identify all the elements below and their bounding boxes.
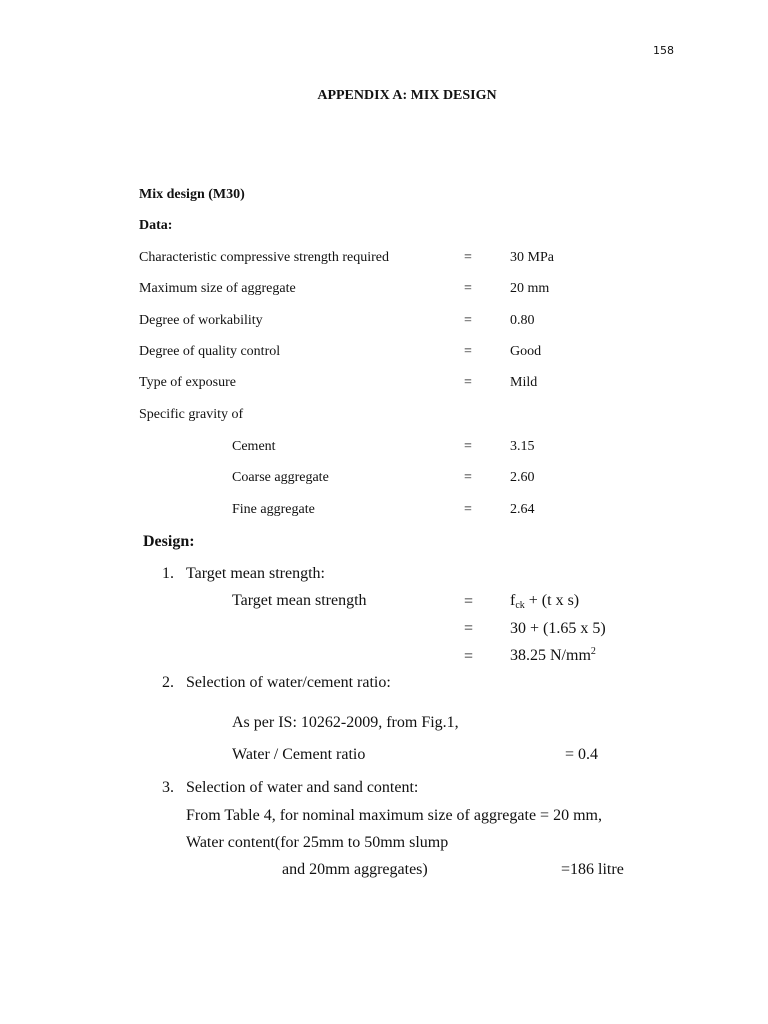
data-label: Degree of workability: [139, 313, 263, 328]
equals-sign: =: [464, 502, 472, 517]
page-title: APPENDIX A: MIX DESIGN: [317, 88, 497, 103]
step-number: 3.: [162, 779, 174, 796]
gravity-label: Cement: [232, 439, 276, 454]
data-value: Mild: [510, 375, 538, 390]
equals-sign: =: [464, 313, 472, 328]
formula-remainder: + (t x s): [524, 592, 580, 609]
water-content-value: =186 litre: [561, 861, 624, 878]
data-label: Degree of quality control: [139, 344, 281, 359]
gravity-value: 3.15: [510, 439, 535, 454]
formula-subscript: ck: [515, 600, 525, 611]
gravity-label: Coarse aggregate: [232, 470, 329, 485]
reference-line: As per IS: 10262-2009, from Fig.1,: [232, 714, 459, 731]
data-value: 20 mm: [510, 281, 550, 296]
gravity-value: 2.64: [510, 502, 535, 517]
data-label: Characteristic compressive strength required: [139, 250, 389, 265]
equals-sign: =: [464, 281, 472, 296]
equals-sign: =: [464, 593, 474, 610]
formula-line-3: [510, 647, 596, 665]
formula-line-2: 30 + (1.65 x 5): [510, 620, 606, 637]
mix-design-heading: Mix design (M30): [139, 187, 245, 202]
step-number: 1.: [162, 565, 174, 582]
table-reference: From Table 4, for nominal maximum size of aggregate = 20 mm,: [186, 807, 602, 824]
wc-ratio-value: = 0.4: [565, 746, 599, 763]
equals-sign: =: [464, 344, 472, 359]
step-number: 2.: [162, 674, 174, 691]
wc-ratio-label: Water / Cement ratio: [232, 746, 366, 763]
aggregate-label: and 20mm aggregates): [282, 861, 428, 878]
result-superscript: 2: [590, 646, 596, 657]
equals-sign: =: [464, 250, 472, 265]
equals-sign: =: [464, 648, 474, 665]
page-number: 158: [653, 44, 674, 57]
design-heading: Design:: [143, 533, 195, 550]
equals-sign: =: [464, 470, 472, 485]
gravity-label: Fine aggregate: [232, 502, 315, 517]
gravity-value: 2.60: [510, 470, 535, 485]
formula-line-1: [510, 592, 579, 610]
step-title: Selection of water and sand content:: [186, 779, 419, 796]
result-value: 38.25 N/mm: [510, 647, 591, 664]
step-title: Target mean strength:: [186, 565, 325, 582]
equals-sign: =: [464, 375, 472, 390]
equals-sign: =: [464, 620, 474, 637]
data-label: Maximum size of aggregate: [139, 281, 296, 296]
data-value: 30 MPa: [510, 250, 554, 265]
specific-gravity-label: Specific gravity of: [139, 407, 244, 422]
data-value: 0.80: [510, 313, 535, 328]
data-label: Type of exposure: [139, 375, 236, 390]
formula-symbol: f: [510, 592, 516, 609]
target-strength-label: Target mean strength: [232, 592, 367, 609]
water-content-label: Water content(for 25mm to 50mm slump: [186, 834, 449, 851]
data-value: Good: [510, 344, 542, 359]
equals-sign: =: [464, 439, 472, 454]
data-heading: Data:: [139, 218, 173, 233]
step-title: Selection of water/cement ratio:: [186, 674, 391, 691]
